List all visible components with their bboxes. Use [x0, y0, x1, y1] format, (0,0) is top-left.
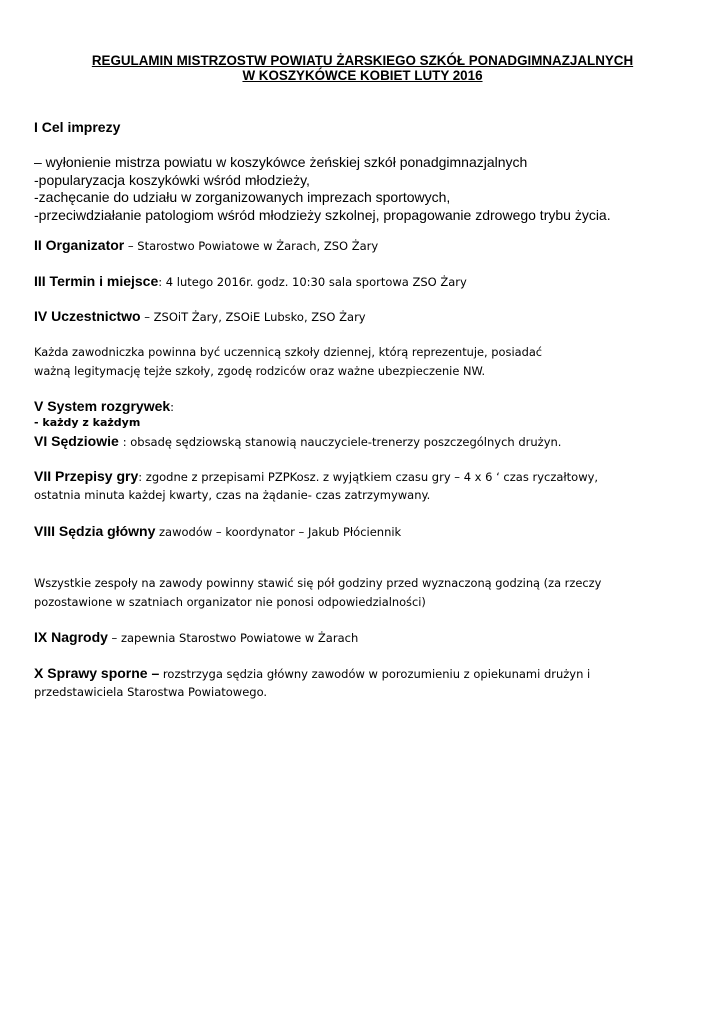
section-1-item: -popularyzacja koszykówki wśród młodzieży, — [34, 171, 310, 188]
teams-note-line: pozostawione w szatniach organizator nie ponosi odpowiedzialności) — [34, 595, 426, 609]
section-5 — [34, 398, 694, 416]
section-9 — [34, 629, 694, 647]
section-8-text: zawodów – koordynator – Jakub Płóciennik — [155, 525, 402, 539]
section-7 — [34, 468, 694, 486]
section-10-text-line-1: rozstrzyga sędzia główny zawodów w porozumieniu z opiekunami drużyn i — [159, 667, 591, 681]
section-7-text-line-2: ostatnia minuta każdej kwarty, czas na żądanie- czas zatrzymywany. — [34, 488, 431, 502]
section-6 — [34, 433, 694, 451]
section-10-heading: X Sprawy sporne – — [34, 665, 160, 681]
section-5-colon: : — [170, 400, 175, 414]
section-7-text-line-1: : zgodne z przepisami PZPKosz. z wyjątkiem czasu gry – 4 x 6 ‘ czas ryczałtowy, — [138, 470, 599, 484]
participation-note-line: Każda zawodniczka powinna być uczennicą szkoły dziennej, którą reprezentuje, posiadać — [34, 345, 543, 359]
document-title-line-2: W KOSZYKÓWCE KOBIET LUTY 2016 — [242, 68, 483, 83]
teams-note-line: Wszystkie zespoły na zawody powinny stawić się pół godziny przed wyznaczoną godziną (za rzeczy — [34, 576, 602, 590]
section-2 — [34, 237, 694, 255]
section-7-heading: VII Przepisy gry — [34, 468, 139, 484]
section-4 — [34, 308, 694, 326]
section-4-heading: IV Uczestnictwo — [34, 308, 141, 324]
section-4-text: – ZSOiT Żary, ZSOiE Lubsko, ZSO Żary — [140, 310, 366, 324]
section-5-heading: V System rozgrywek — [34, 398, 171, 414]
section-9-heading: IX Nagrody — [34, 629, 108, 645]
section-1-item: -przeciwdziałanie patologiom wśród młodzieży szkolnej, propagowanie zdrowego trybu życia. — [34, 206, 611, 223]
section-3-heading: III Termin i miejsce — [34, 273, 159, 289]
section-1-heading: I Cel imprezy — [34, 119, 121, 135]
teams-note — [34, 574, 694, 612]
section-8-heading: VIII Sędzia główny — [34, 523, 156, 539]
section-9-text: – zapewnia Starostwo Powiatowe w Żarach — [107, 631, 359, 645]
participation-note-line: ważną legitymację tejże szkoły, zgodę rodziców oraz ważne ubezpieczenie NW. — [34, 364, 486, 378]
section-10-text-line-2: przedstawiciela Starostwa Powiatowego. — [34, 685, 268, 699]
section-3 — [34, 273, 694, 291]
section-1-item: -zachęcanie do udziału w zorganizowanych imprezach sportowych, — [34, 189, 451, 205]
section-3-text: : 4 lutego 2016r. godz. 10:30 sala sportowa ZSO Żary — [158, 275, 467, 289]
document-title-line-1: REGULAMIN MISTRZOSTW POWIATU ŻARSKIEGO SZKÓŁ PONADGIMNAZJALNYCH — [91, 53, 634, 68]
section-1-list — [34, 154, 694, 224]
section-5-sub: - każdy z każdym — [34, 416, 141, 429]
section-1-item: – wyłonienie mistrza powiatu w koszykówce żeńskiej szkół ponadgimnazjalnych — [34, 154, 528, 170]
section-2-heading: II Organizator — [34, 237, 125, 253]
section-10 — [34, 665, 694, 683]
participation-note — [34, 343, 694, 381]
section-6-text: : obsadę sędziowską stanowią nauczyciele-trenerzy poszczególnych drużyn. — [122, 435, 562, 449]
section-8 — [34, 523, 694, 541]
section-2-text: – Starostwo Powiatowe w Żarach, ZSO Żary — [124, 239, 379, 253]
section-6-heading: VI Sędziowie — [34, 433, 123, 449]
